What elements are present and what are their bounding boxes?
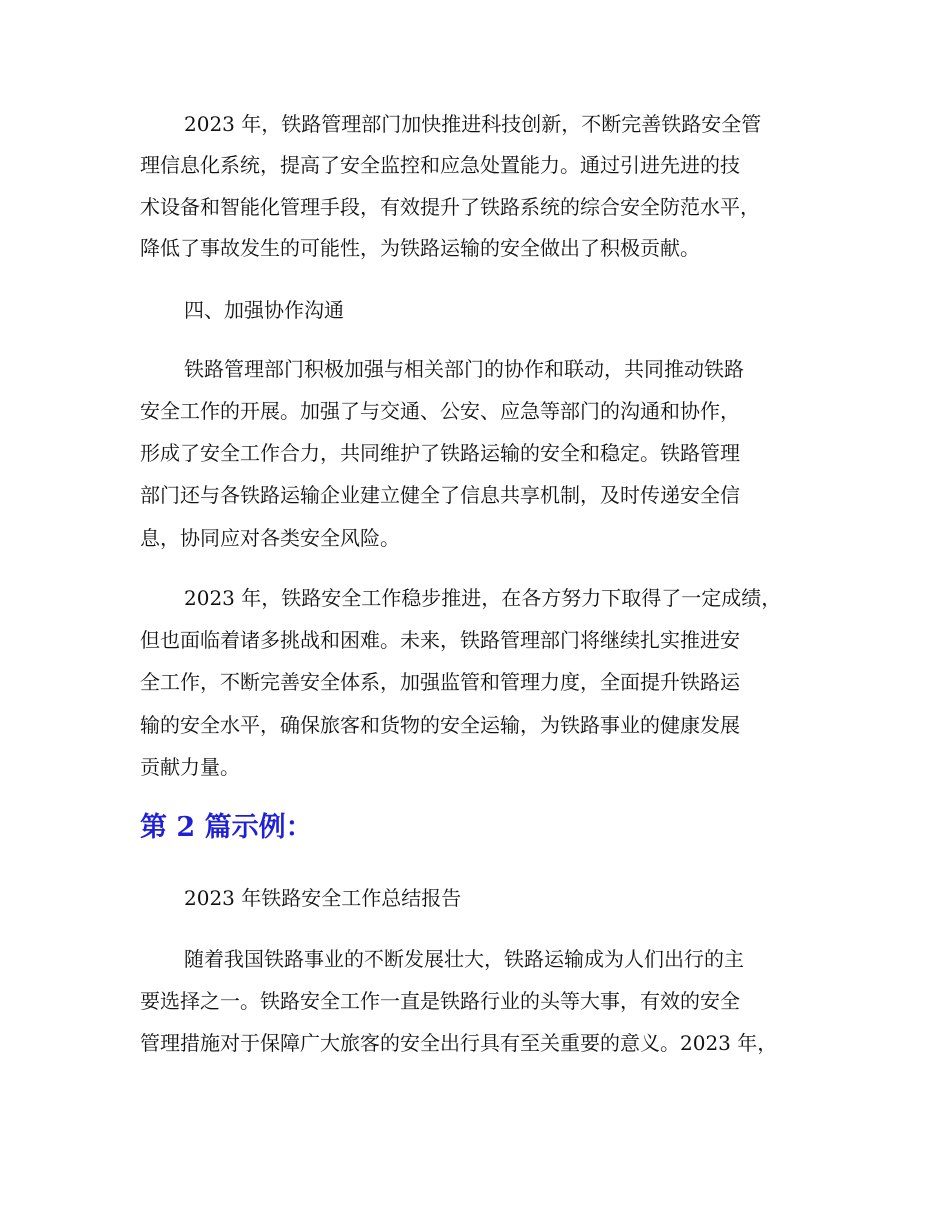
paragraph-4-line-2: 要选择之一。铁路安全工作一直是铁路行业的头等大事，有效的安全: [140, 989, 740, 1013]
paragraph-4-line-3: 管理措施对于保障广大旅客的安全出行具有至关重要的意义。2023 年，: [140, 1031, 778, 1055]
paragraph-3-line-3: 全工作，不断完善安全体系，加强监管和管理力度，全面提升铁路运: [140, 670, 740, 694]
paragraph-1-line-4: 降低了事故发生的可能性，为铁路运输的安全做出了积极贡献。: [140, 236, 700, 260]
paragraph-2-line-3: 形成了安全工作合力，共同维护了铁路运输的安全和稳定。铁路管理: [140, 441, 740, 465]
paragraph-3-line-4: 输的安全水平，确保旅客和货物的安全运输，为铁路事业的健康发展: [140, 713, 740, 737]
paragraph-3-line-2: 但也面临着诸多挑战和困难。未来，铁路管理部门将继续扎实推进安: [140, 628, 740, 652]
paragraph-3-line-1: 2023 年，铁路安全工作稳步推进，在各方努力下取得了一定成绩，: [184, 586, 782, 610]
paragraph-2-line-2: 安全工作的开展。加强了与交通、公安、应急等部门的沟通和协作，: [140, 399, 740, 423]
example-heading: 第 2 篇示例：: [140, 812, 313, 843]
paragraph-3-line-5: 贡献力量。: [140, 755, 240, 779]
paragraph-1-line-3: 术设备和智能化管理手段，有效提升了铁路系统的综合安全防范水平，: [140, 195, 760, 219]
section-title: 四、加强协作沟通: [184, 298, 344, 322]
paragraph-2-line-1: 铁路管理部门积极加强与相关部门的协作和联动，共同推动铁路: [184, 357, 744, 381]
paragraph-4-line-1: 随着我国铁路事业的不断发展壮大，铁路运输成为人们出行的主: [184, 947, 744, 971]
paragraph-1-line-2: 理信息化系统，提高了安全监控和应急处置能力。通过引进先进的技: [140, 153, 740, 177]
paragraph-2-line-5: 息，协同应对各类安全风险。: [140, 526, 400, 550]
paragraph-1-line-1: 2023 年，铁路管理部门加快推进科技创新，不断完善铁路安全管: [184, 112, 762, 136]
report-title: 2023 年铁路安全工作总结报告: [184, 886, 462, 910]
paragraph-2-line-4: 部门还与各铁路运输企业建立健全了信息共享机制，及时传递安全信: [140, 483, 740, 507]
